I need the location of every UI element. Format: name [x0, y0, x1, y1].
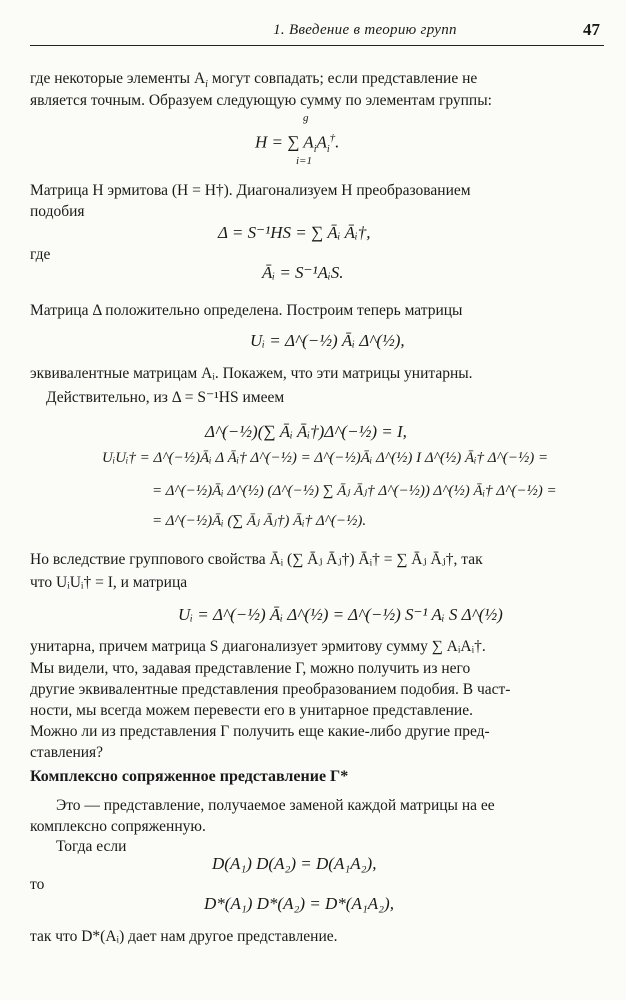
- equation-H: H = ∑ $A_iA_i^\dagger$.: [255, 132, 340, 156]
- equation-big-2: UᵢUᵢ† = Δ^(−½)Āᵢ Δ Āᵢ† Δ^(−½) = Δ^(−½)Āᵢ Δ^(½) I Δ^(½) Āᵢ† Δ^(−½) =: [102, 450, 549, 466]
- text-line: Это — представление, получаемое заменой каждой матрицы на ее: [56, 797, 495, 814]
- text-line: ставления?: [30, 744, 104, 761]
- text-line: другие эквивалентные представления преобразованием подобия. В част-: [30, 681, 511, 698]
- section-heading: Комплексно сопряженное представление Γ*: [30, 768, 349, 785]
- running-title: 1. Введение в теорию групп: [273, 22, 457, 38]
- text-line: Можно ли из представления Γ получить еще какие-либо другие пред-: [30, 723, 490, 740]
- text-line: то: [30, 876, 45, 893]
- text-line: Мы видели, что, задавая представление Γ, можно получить из него: [30, 660, 471, 677]
- text-line: где некоторые элементы $A_i$ могут совпадать; если представление не: [30, 70, 478, 91]
- text-line: Но вследствие группового свойства Āᵢ (∑ Āⱼ Āⱼ†) Āᵢ† = ∑ Āⱼ Āⱼ†, так: [30, 551, 483, 568]
- page-header: [0, 16, 626, 44]
- equation-U: Uᵢ = Δ^(−½) Āᵢ Δ^(½),: [250, 331, 405, 350]
- text-line: Матрица Δ положительно определена. Построим теперь матрицы: [30, 302, 463, 319]
- text-line: Тогда если: [56, 838, 127, 855]
- equation-big-3: = Δ^(−½)Āᵢ Δ^(½) (Δ^(−½) ∑ Āⱼ Āⱼ† Δ^(−½)) Δ^(½) Āᵢ† Δ^(−½) =: [152, 483, 557, 499]
- equation-D2: D*(A₁) D*(A₂) = D*(A₁A₂),: [204, 894, 394, 913]
- equation-U2: Uᵢ = Δ^(−½) Āᵢ Δ^(½) = Δ^(−½) S⁻¹ Aᵢ S Δ^(½): [178, 605, 503, 624]
- equation-delta: Δ = S⁻¹HS = ∑ Āᵢ Āᵢ†,: [218, 223, 371, 242]
- text-line: подобия: [30, 203, 85, 220]
- equation-big-4: = Δ^(−½)Āᵢ (∑ Āⱼ Āⱼ†) Āᵢ† Δ^(−½).: [152, 513, 367, 529]
- sum-lower-limit: i=1: [296, 155, 312, 167]
- equation-D1: D(A₁) D(A₂) = D(A₁A₂),: [212, 854, 377, 873]
- text-line: комплексно сопряженную.: [30, 818, 206, 835]
- sum-upper-limit: g: [303, 112, 309, 124]
- text-line: эквивалентные матрицам Aᵢ. Покажем, что эти матрицы унитарны.: [30, 365, 473, 382]
- text-line: унитарна, причем матрица S диагонализует эрмитову сумму ∑ AᵢAᵢ†.: [30, 638, 486, 655]
- page-number: 47: [583, 20, 600, 39]
- text-line: Матрица H эрмитова (H = H†). Диагонализуем H преобразованием: [30, 182, 471, 199]
- equation-Abar: Āᵢ = S⁻¹AᵢS.: [262, 263, 344, 282]
- text-line: что UᵢUᵢ† = I, и матрица: [30, 574, 188, 591]
- text-line: где: [30, 246, 51, 263]
- text-line: ности, мы всегда можем перевести его в унитарное представление.: [30, 702, 473, 719]
- text-line: Действительно, из Δ = S⁻¹HS имеем: [46, 389, 285, 406]
- header-rule: [30, 45, 604, 46]
- text-line: является точным. Образуем следующую сумму по элементам группы:: [30, 92, 492, 109]
- equation-big-1: Δ^(−½)(∑ Āᵢ Āᵢ†)Δ^(−½) = I,: [205, 422, 407, 441]
- text-line: так что D*(Aᵢ) дает нам другое представление.: [30, 928, 338, 945]
